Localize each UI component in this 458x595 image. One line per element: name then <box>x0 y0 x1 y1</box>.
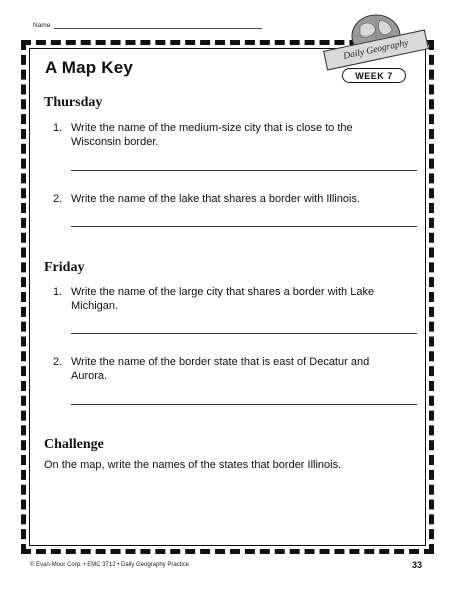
daily-geography-badge <box>320 10 430 90</box>
friday-answer-line-2[interactable] <box>71 404 417 405</box>
question-text: Write the name of the medium-size city that is close to the Wisconsin border. <box>71 122 353 148</box>
thursday-heading: Thursday <box>44 95 103 110</box>
thursday-question-1 <box>53 121 393 149</box>
friday-heading: Friday <box>44 260 85 275</box>
friday-question-2 <box>53 355 393 383</box>
question-text: Write the name of the lake that shares a border with Illinois. <box>71 193 360 205</box>
name-label: Name <box>33 22 51 29</box>
challenge-heading: Challenge <box>44 437 104 452</box>
page-number: 33 <box>412 560 423 570</box>
name-row <box>33 22 262 29</box>
friday-question-1 <box>53 285 393 313</box>
question-number: 1. <box>53 122 63 134</box>
question-text: Write the name of the border state that is east of Decatur and Aurora. <box>71 356 370 382</box>
name-line <box>54 23 262 29</box>
badge-ribbon: Daily Geography <box>323 29 429 70</box>
question-number: 2. <box>53 193 63 205</box>
thursday-question-2 <box>53 192 393 206</box>
question-number: 2. <box>53 356 63 368</box>
thursday-answer-line-2[interactable] <box>71 226 417 227</box>
challenge-text: On the map, write the names of the states that border Illinois. <box>44 459 342 471</box>
question-text: Write the name of the large city that shares a border with Lake Michigan. <box>71 286 375 312</box>
page-title: A Map Key <box>45 58 134 77</box>
friday-answer-line-1[interactable] <box>71 333 417 334</box>
thursday-answer-line-1[interactable] <box>71 170 417 171</box>
footer-credit: © Evan-Moor Corp. • EMC 3712 • Daily Geography Practice <box>30 562 190 568</box>
question-number: 1. <box>53 286 63 298</box>
week-label: WEEK 7 <box>342 68 406 83</box>
